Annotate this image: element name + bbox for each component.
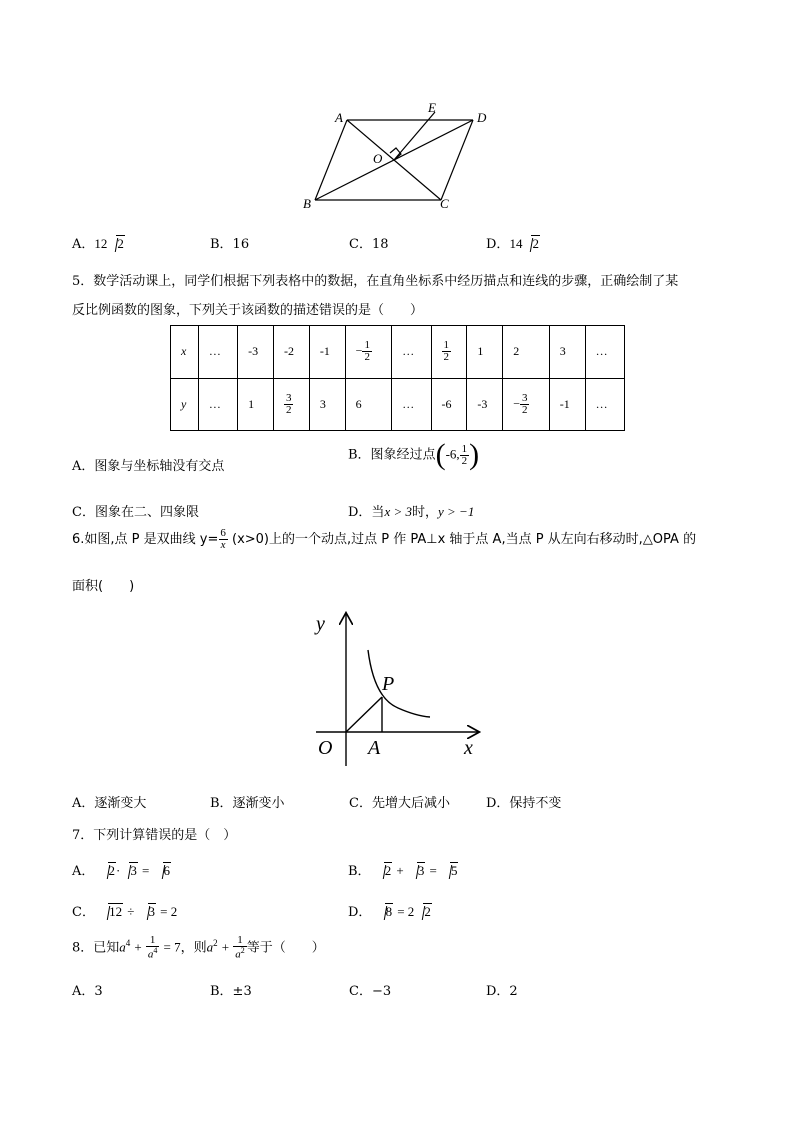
fraction-den: x xyxy=(220,539,226,551)
q7-b-eq: = xyxy=(429,863,437,878)
q7-a2: 3 xyxy=(130,863,137,878)
fraction-num: 1 xyxy=(237,934,243,946)
table-cell: 3 xyxy=(549,326,585,379)
q8-option-b[interactable]: B．±3 xyxy=(210,984,252,999)
q7-d-label: D． xyxy=(348,905,372,920)
table-header-y: y xyxy=(171,378,199,431)
q8-t2-exp: 2 xyxy=(213,938,218,948)
q7-a-label: A． xyxy=(72,864,95,879)
fraction xyxy=(146,935,160,961)
table-row-x xyxy=(171,326,625,379)
table-cell: … xyxy=(585,326,624,379)
q6-option-a[interactable]: A．逐渐变大 xyxy=(72,796,147,811)
table-cell: … xyxy=(392,326,431,379)
q5-stem-line1: 5．数学活动课上，同学们根据下列表格中的数据，在直角坐标系中经历描点和连线的步骤，正确绘制了某 xyxy=(72,274,679,289)
table-cell: -2 xyxy=(273,326,309,379)
fraction-num: 1 xyxy=(149,934,156,946)
q4-option-a-coef: 12 xyxy=(94,236,108,251)
q6-option-d[interactable]: D．保持不变 xyxy=(486,796,562,811)
label-x: x xyxy=(464,737,473,759)
q7-c-op: ÷ xyxy=(127,904,135,919)
table-cell: 1 xyxy=(467,326,503,379)
q7-a-eq: = xyxy=(142,863,150,878)
q4-option-c[interactable]: C．18 xyxy=(349,237,389,252)
table-cell: -1 xyxy=(309,326,345,379)
q7-d1: 8 xyxy=(385,904,393,919)
table-cell: -1 xyxy=(549,378,585,431)
fraction-den: 2 xyxy=(443,351,450,364)
q7-option-b[interactable] xyxy=(348,860,458,879)
table-cell xyxy=(431,326,467,379)
sqrt-symbol xyxy=(154,863,172,879)
q8-t1: a xyxy=(119,939,126,955)
q8-plus: + xyxy=(134,939,142,955)
fraction-den: 2 xyxy=(461,454,468,467)
q8-f2-den-exp: 2 xyxy=(240,946,245,955)
segment-ab xyxy=(315,120,347,200)
q7-d2: 2 xyxy=(424,904,431,919)
fraction xyxy=(460,444,470,467)
q4-option-d-coef: 14 xyxy=(509,236,523,251)
right-paren: ) xyxy=(469,438,480,471)
q4-option-a[interactable] xyxy=(72,233,125,252)
table-cell: … xyxy=(585,378,624,431)
label-b: B xyxy=(303,196,311,211)
table-cell: -3 xyxy=(238,326,274,379)
q7-a-op: · xyxy=(116,863,121,878)
fraction xyxy=(218,528,228,551)
q8-t2: a xyxy=(206,939,214,955)
fraction-den xyxy=(233,946,247,961)
q7-b3: 5 xyxy=(450,863,458,878)
q4-option-d-prefix: D． xyxy=(486,237,510,252)
q6-stem-line2: 面积( ) xyxy=(72,579,135,594)
q7-b-op: + xyxy=(396,863,404,878)
q7-option-d[interactable] xyxy=(348,901,432,920)
label-y: y xyxy=(316,613,325,635)
sqrt-symbol xyxy=(99,904,123,920)
hyperbola-curve xyxy=(368,650,430,717)
q8-pre: 8．已知 xyxy=(72,940,120,956)
q4-option-a-rad: 2 xyxy=(117,236,124,251)
fraction xyxy=(233,935,247,961)
table-cell: 2 xyxy=(503,326,550,379)
q8-f1-den-base: a xyxy=(147,948,154,961)
label-e: E xyxy=(428,100,436,115)
q4-option-a-prefix: A． xyxy=(72,237,95,252)
sqrt-symbol xyxy=(441,863,459,879)
label-a: A xyxy=(368,737,381,759)
table-row-y xyxy=(171,378,625,431)
fraction-num: 1 xyxy=(364,339,370,352)
label-a: A xyxy=(335,110,343,125)
fraction-den: 2 xyxy=(364,351,370,364)
q7-stem: 7．下列计算错误的是（ ） xyxy=(72,828,237,843)
q8-option-c[interactable]: C．−3 xyxy=(349,984,392,999)
fraction-num: 3 xyxy=(285,391,292,404)
minus-sign: − xyxy=(355,343,363,358)
label-o: O xyxy=(373,151,383,166)
q5-option-d-res: y > −1 xyxy=(438,504,475,519)
fraction xyxy=(520,393,530,416)
q8-plus2: + xyxy=(221,939,230,955)
q8-t1-exp: 4 xyxy=(125,938,131,948)
fraction-den: 2 xyxy=(521,403,528,416)
table-cell: 1 xyxy=(238,378,274,431)
fraction-den xyxy=(146,946,160,961)
label-d: D xyxy=(477,110,487,125)
sqrt-symbol xyxy=(408,863,426,879)
table-cell: 3 xyxy=(309,378,345,431)
table-cell: -6 xyxy=(431,378,467,431)
q5-option-a[interactable]: A．图象与坐标轴没有交点 xyxy=(72,459,225,474)
q6-option-c[interactable]: C．先增大后减小 xyxy=(349,796,450,811)
q7-c-label: C． xyxy=(72,905,95,920)
label-c: C xyxy=(440,196,449,211)
q7-b2: 3 xyxy=(417,863,425,878)
q4-option-d[interactable] xyxy=(486,233,540,252)
fraction xyxy=(284,393,294,416)
left-paren: ( xyxy=(435,438,446,471)
q5-stem-line2: 反比例函数的图象，下列关于该函数的描述错误的是（ ） xyxy=(72,303,424,318)
q5-option-d-mid: 时， xyxy=(411,505,438,520)
q8-option-a[interactable]: A．3 xyxy=(72,984,103,999)
q5-option-d[interactable] xyxy=(348,501,474,520)
label-p: P xyxy=(382,673,395,695)
table-header-x: x xyxy=(171,326,199,379)
minus-sign: − xyxy=(513,396,520,410)
q4-option-d-rad: 2 xyxy=(532,236,539,251)
sqrt-symbol xyxy=(120,863,138,879)
q8-f2-den-base: a xyxy=(235,948,241,961)
table-cell: … xyxy=(198,378,237,431)
q7-option-c[interactable] xyxy=(72,901,177,920)
sqrt-symbol xyxy=(99,863,117,879)
segment-op xyxy=(346,697,382,732)
q5-option-d-cond: x > 3 xyxy=(384,504,412,519)
sqrt-symbol xyxy=(107,236,125,252)
q7-c2: 3 xyxy=(148,904,156,919)
q5-option-d-text: D．当 xyxy=(348,505,385,520)
fraction-num: 1 xyxy=(461,442,468,455)
fraction xyxy=(442,340,452,363)
fraction-num: 1 xyxy=(443,339,450,352)
q8-eq: = 7，则 xyxy=(163,939,207,955)
segment-dc xyxy=(441,120,473,200)
sqrt-symbol xyxy=(139,904,157,920)
q5-option-b[interactable] xyxy=(348,440,479,470)
table-cell xyxy=(273,378,309,431)
sqrt-symbol xyxy=(522,236,540,252)
q7-d-eq: = 2 xyxy=(397,904,415,919)
sqrt-symbol xyxy=(376,904,394,920)
q5-option-c[interactable]: C．图象在二、四象限 xyxy=(72,505,199,520)
table-cell xyxy=(345,326,392,379)
q7-b-label: B． xyxy=(348,864,371,879)
table-cell: 6 xyxy=(345,378,392,431)
hyperbola-graph xyxy=(312,608,484,768)
q6-option-b[interactable]: B．逐渐变小 xyxy=(210,796,285,811)
table-cell: -3 xyxy=(467,378,503,431)
q8-option-d[interactable]: D．2 xyxy=(486,984,518,999)
parallelogram-figure xyxy=(295,98,495,216)
q5-option-b-text: B．图象经过点 xyxy=(348,447,436,463)
q7-c1: 12 xyxy=(109,904,123,919)
q8-stem xyxy=(72,935,325,961)
q5-option-b-point: -6, xyxy=(445,446,460,462)
fraction-num: 6 xyxy=(220,527,226,539)
q5-data-table xyxy=(170,325,625,431)
q8-f1-den-exp: 4 xyxy=(153,946,158,955)
fraction-num: 3 xyxy=(521,391,528,404)
q6-stem-post: (x>0)上的一个动点,过点 P 作 PA⊥x 轴于点 A,当点 P 从左向右移动时,△OPA 的 xyxy=(232,532,697,547)
table-cell: … xyxy=(392,378,431,431)
q4-option-b[interactable]: B．16 xyxy=(210,237,250,252)
q7-c-eq: = 2 xyxy=(160,904,178,919)
table-cell: … xyxy=(198,326,237,379)
q6-stem-line1 xyxy=(72,528,696,551)
q8-post: 等于（ ） xyxy=(246,940,325,956)
q6-stem-pre: 6.如图,点 P 是双曲线 y= xyxy=(72,532,219,547)
fraction-den: 2 xyxy=(285,403,292,416)
sqrt-symbol xyxy=(414,904,432,920)
sqrt-symbol xyxy=(375,863,393,879)
q7-b1: 2 xyxy=(384,863,392,878)
table-cell xyxy=(503,378,550,431)
q7-a3: 6 xyxy=(163,863,170,878)
q7-a1: 2 xyxy=(108,863,116,878)
label-o: O xyxy=(318,737,333,759)
fraction xyxy=(362,340,372,363)
q7-option-a[interactable] xyxy=(72,860,171,879)
